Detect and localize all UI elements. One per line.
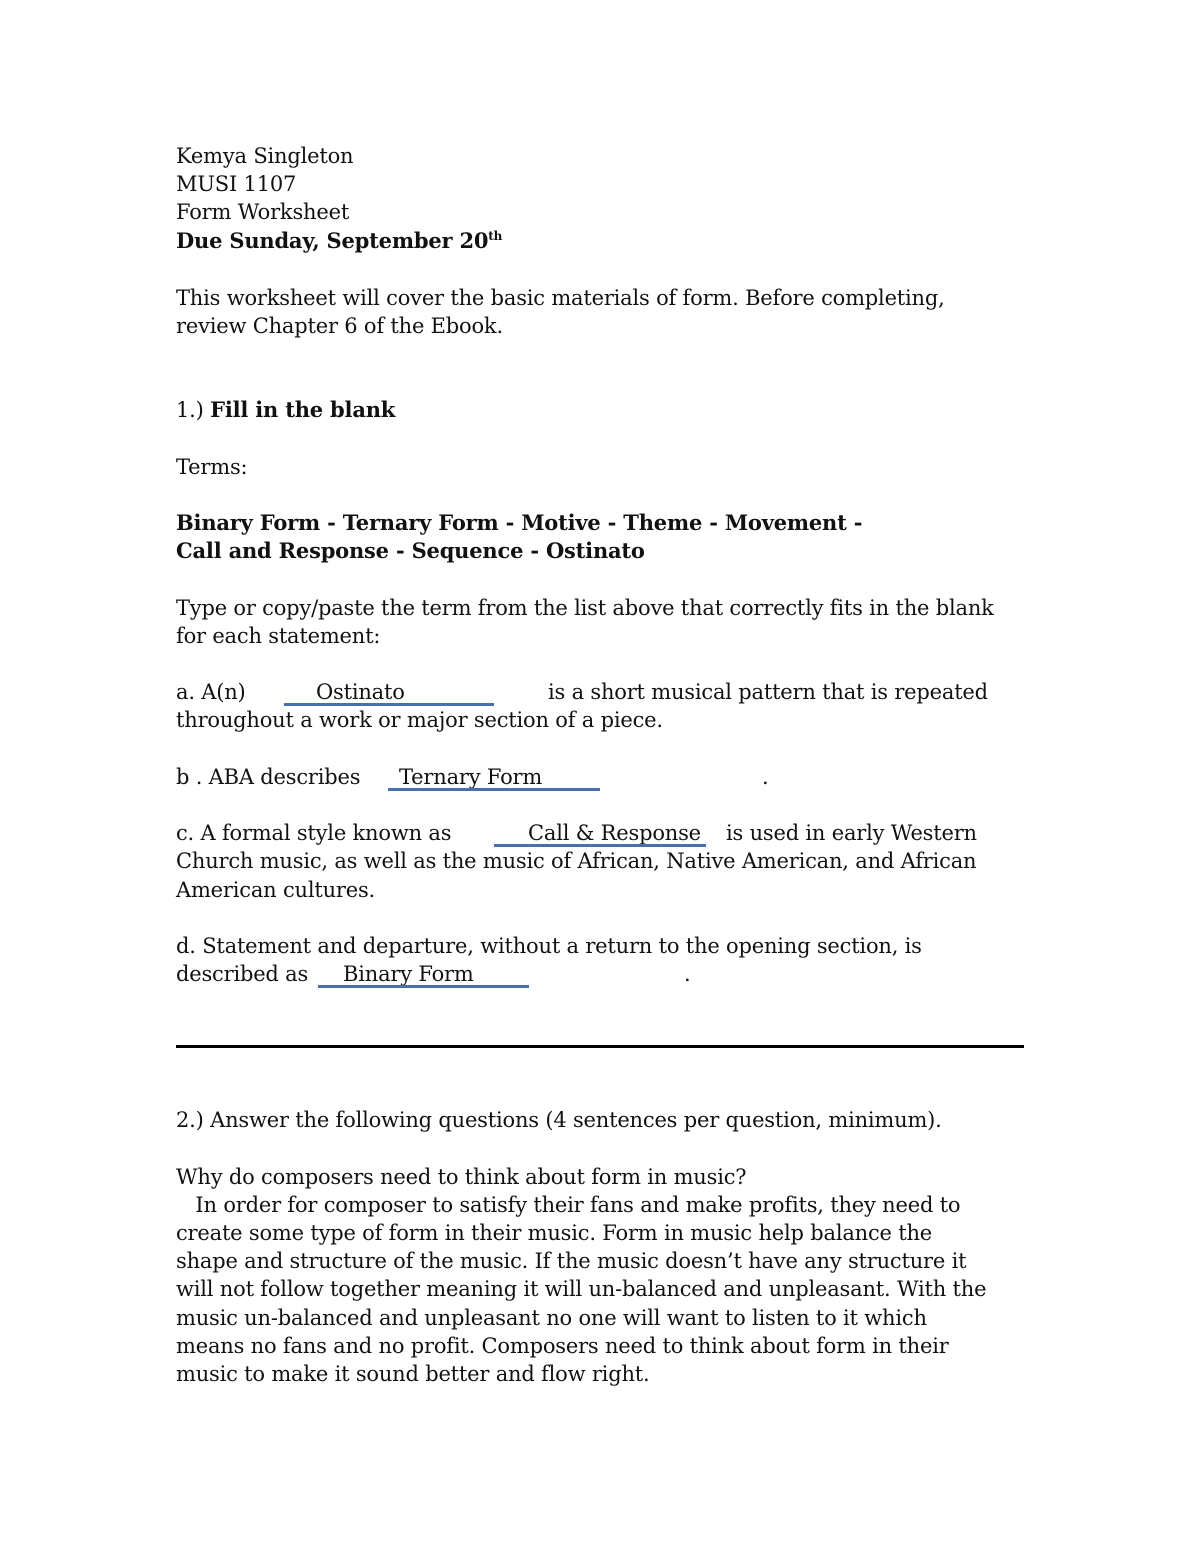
answer-line-4[interactable]: will not follow together meaning it will un-balanced and unpleasant. With the (176, 1277, 987, 1301)
question-c-prefix: c. A formal style known as (176, 821, 452, 845)
question-c-line-2: Church music, as well as the music of African, Native American, and African (176, 849, 977, 873)
course-code: MUSI 1107 (176, 172, 297, 196)
question-d-prefix: described as (176, 962, 309, 986)
intro-line-2: review Chapter 6 of the Ebook. (176, 314, 503, 338)
terms-list-line-2: Call and Response - Sequence - Ostinato (176, 538, 645, 563)
answer-line-2[interactable]: create some type of form in their music. Form in music help balance the (176, 1221, 933, 1245)
section2-question: Why do composers need to think about form in music? (176, 1165, 747, 1189)
due-date (176, 227, 502, 255)
answer-line-1[interactable]: In order for composer to satisfy their fans and make profits, they need to (176, 1193, 961, 1217)
instructions-line-1: Type or copy/paste the term from the list above that correctly fits in the blank (176, 596, 994, 620)
answer-b-underline (388, 788, 600, 791)
question-a-suffix: is a short musical pattern that is repeated (548, 680, 988, 704)
answer-b[interactable]: Ternary Form (399, 765, 543, 789)
answer-a[interactable]: Ostinato (316, 680, 405, 704)
due-date-text: Due Sunday, September 20 (176, 228, 489, 253)
question-d-period: . (684, 962, 691, 986)
due-date-suffix: th (488, 229, 503, 243)
answer-d-underline (318, 985, 529, 988)
intro-line-1: This worksheet will cover the basic materials of form. Before completing, (176, 286, 945, 310)
section1-title: Fill in the blank (210, 397, 396, 422)
student-name: Kemya Singleton (176, 144, 354, 168)
question-d-line-1: d. Statement and departure, without a return to the opening section, is (176, 934, 922, 958)
terms-label: Terms: (176, 455, 248, 479)
answer-line-6[interactable]: means no fans and no profit. Composers need to think about form in their (176, 1334, 949, 1358)
answer-line-7[interactable]: music to make it sound better and flow right. (176, 1362, 650, 1386)
question-c-line-3: American cultures. (176, 878, 376, 902)
section1-heading (176, 396, 395, 424)
section1-number: 1.) (176, 398, 211, 422)
question-c-suffix: is used in early Western (726, 821, 977, 845)
terms-list-line-1: Binary Form - Ternary Form - Motive - Theme - Movement - (176, 510, 863, 535)
answer-d[interactable]: Binary Form (343, 962, 474, 986)
section-divider (176, 1045, 1024, 1048)
answer-line-3[interactable]: shape and structure of the music. If the music doesn’t have any structure it (176, 1249, 967, 1273)
question-b-period: . (762, 765, 769, 789)
section2-heading: 2.) Answer the following questions (4 sentences per question, minimum). (176, 1108, 942, 1132)
assignment-title: Form Worksheet (176, 200, 350, 224)
answer-line-5[interactable]: music un-balanced and unpleasant no one will want to listen to it which (176, 1306, 927, 1330)
instructions-line-2: for each statement: (176, 624, 381, 648)
question-b-prefix: b . ABA describes (176, 765, 361, 789)
question-a-prefix: a. A(n) (176, 680, 246, 704)
question-a-line-2: throughout a work or major section of a piece. (176, 708, 663, 732)
answer-c[interactable]: Call & Response (528, 821, 701, 845)
